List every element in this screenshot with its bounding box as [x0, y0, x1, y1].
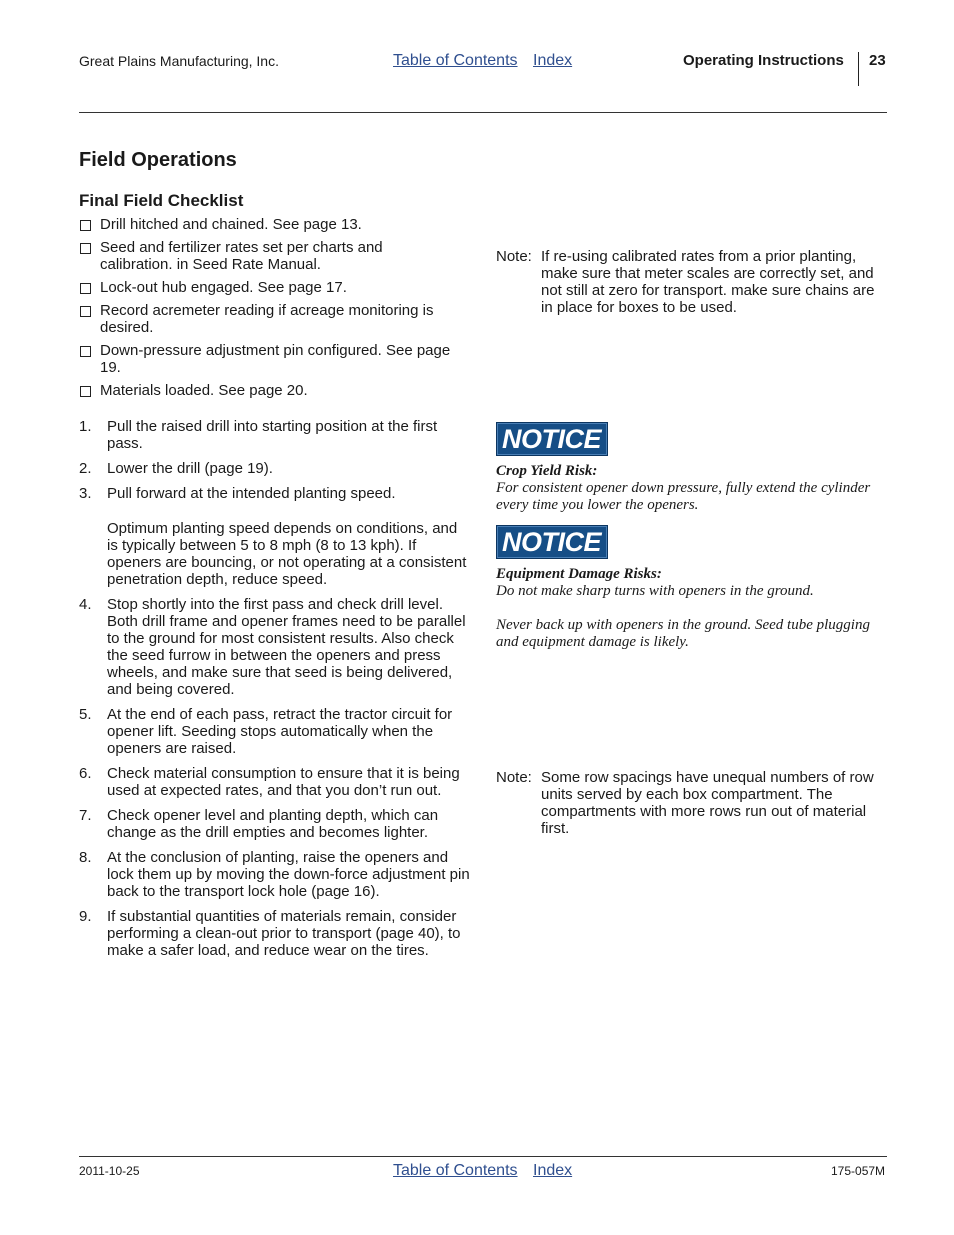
step-item: 8. At the conclusion of planting, raise the openers and lock them up by moving the down-force adjustment pin back to the transport lock hole (page 16).: [79, 849, 470, 900]
notice-equipment-damage: [496, 525, 888, 651]
notice-crop-yield: [496, 422, 888, 514]
step-item: 9. If substantial quantities of materials remain, consider performing a clean-out prior to transport (page 40), to make a safer load, and reduce wear on the tires.: [79, 908, 461, 959]
page-number: 23: [869, 52, 886, 69]
checklist-item[interactable]: Drill hitched and chained. See page 13.: [79, 216, 459, 233]
checklist: [79, 216, 459, 405]
notice-text: For consistent opener down pressure, fully extend the cylinder every time you lower the openers.: [496, 480, 871, 513]
header-divider: [858, 52, 859, 86]
header-rule: [79, 112, 887, 113]
steps-list: [79, 418, 471, 967]
step-item: 6. Check material consumption to ensure that it is being used at expected rates, and that you don’t run out.: [79, 765, 460, 799]
footer-date: 2011-10-25: [79, 1164, 140, 1178]
checklist-item[interactable]: Seed and fertilizer rates set per charts and calibration. in Seed Rate Manual.: [79, 239, 459, 273]
toc-link-footer[interactable]: Table of Contents: [393, 1162, 518, 1179]
notice-heading: Equipment Damage Risks:: [496, 566, 662, 582]
section-title: Operating Instructions: [683, 52, 844, 69]
page-title: Field Operations: [79, 149, 237, 171]
checkbox-icon[interactable]: [80, 220, 91, 231]
notice-text: Do not make sharp turns with openers in the ground.: [496, 583, 814, 599]
toc-link-header[interactable]: Table of Contents: [393, 52, 518, 69]
note-rates: Note: If re-using calibrated rates from a prior planting, make sure that meter scales are correctly set, and not still at zero for transport. make sure chains are in place for boxes to be used.: [496, 248, 875, 316]
checklist-item[interactable]: Lock-out hub engaged. See page 17.: [79, 279, 459, 296]
section-subtitle: Final Field Checklist: [79, 191, 244, 210]
step-item: 4. Stop shortly into the first pass and check drill level. Both drill frame and opener frames need to be parallel to the ground for most consistent results. Also check the seed furrow in between the openers and press wheels, and make sure that seed is being delivered, and being covered.: [79, 596, 466, 698]
checklist-item[interactable]: Down-pressure adjustment pin configured. See page 19.: [79, 342, 459, 376]
index-link-header[interactable]: Index: [533, 52, 573, 69]
step-item: 2. Lower the drill (page 19).: [79, 460, 273, 477]
step-item: 5. At the end of each pass, retract the tractor circuit for opener lift. Seeding stops automatically when the openers are raised.: [79, 706, 453, 757]
checkbox-icon[interactable]: [80, 283, 91, 294]
step-item: 1. Pull the raised drill into starting position at the first pass.: [79, 418, 438, 452]
checkbox-icon[interactable]: [80, 386, 91, 397]
company-name: Great Plains Manufacturing, Inc.: [79, 53, 279, 69]
notice-badge: NOTICE: [496, 525, 608, 559]
checkbox-icon[interactable]: [80, 346, 91, 357]
notice-text: Never back up with openers in the ground. Seed tube plugging and equipment damage is likely.: [496, 617, 870, 650]
index-link-footer[interactable]: Index: [533, 1162, 573, 1179]
checkbox-icon[interactable]: [80, 243, 91, 254]
checklist-item[interactable]: Record acremeter reading if acreage monitoring is desired.: [79, 302, 459, 336]
step-item: 7. Check opener level and planting depth, which can change as the drill empties and becomes lighter.: [79, 807, 439, 841]
notice-badge: NOTICE: [496, 422, 608, 456]
notice-heading: Crop Yield Risk:: [496, 463, 598, 479]
footer-rule: [79, 1156, 887, 1157]
step-item: 3. Pull forward at the intended planting speed. Optimum planting speed depends on conditions, and is typically between 5 to 8 mph (8 to 13 kph). If openers are bouncing, or not operating at a consistent penetration depth, reduce speed.: [79, 485, 467, 588]
doc-number: 175-057M: [831, 1164, 886, 1178]
checklist-item[interactable]: Materials loaded. See page 20.: [79, 382, 459, 399]
checkbox-icon[interactable]: [80, 306, 91, 317]
note-row-spacings: Note: Some row spacings have unequal numbers of row units served by each box compartment. The compartments with more rows run out of material first.: [496, 769, 874, 837]
